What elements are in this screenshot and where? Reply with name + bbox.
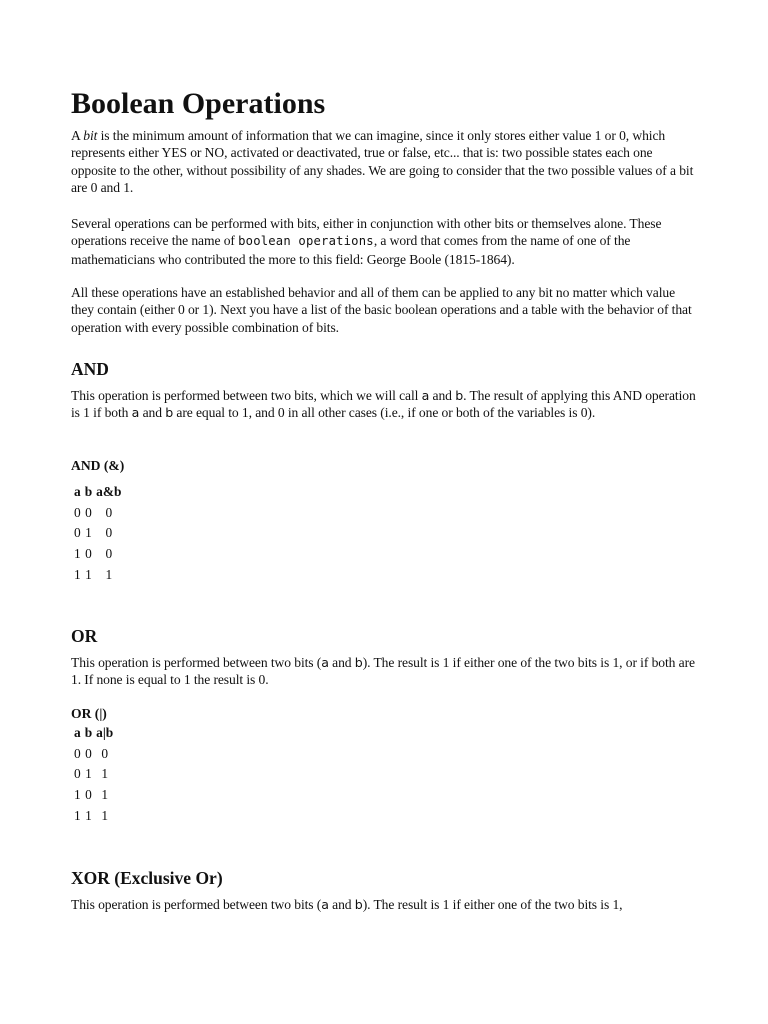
table-cell: 0 [105,546,113,562]
or-heading: OR [71,626,98,646]
table-cell: 1 [85,766,92,782]
table-header-row [71,723,115,744]
and-truth-table [71,482,123,585]
column-header: a [74,484,81,500]
var-a: a [131,405,140,421]
table-row [71,523,123,544]
intro-text: , a word that comes from the name of one of the mathematicians who contributed the more to this field: George Boole (1815-1864). [71,233,631,267]
table-row [71,503,123,524]
table-cell: 1 [101,787,109,803]
desc-text: This operation is performed between two bits ( [71,655,322,670]
page-title: Boolean Operations [71,87,326,120]
desc-text: This operation is performed between two bits, which we will call [71,388,422,403]
var-b: b [354,655,363,670]
and-table-title: AND (&) [71,458,125,473]
table-cell: 1 [85,525,92,541]
intro-paragraph-2 [71,215,701,268]
intro-text: Several operations can be performed with bits, either in conjunction with other bits or themselves alone. These operations receive the name of [71,216,662,249]
table-row [71,564,123,585]
var-a: a [321,655,329,670]
table-cell: 0 [85,787,92,803]
table-cell: 0 [85,504,92,520]
table-cell: 0 [101,745,109,761]
table-cell: 0 [74,525,81,541]
and-description [71,387,701,422]
table-row [71,805,115,826]
table-cell: 1 [85,807,92,823]
var-b: b [354,897,363,912]
intro-paragraph-3: All these operations have an established behavior and all of them can be applied to any bit no matter which value they contain (either 0 or 1). Next you have a list of the basic boolean operations and a table with the behavior of that operation with every possible combination of bits. [71,285,692,335]
table-cell: 0 [74,745,81,761]
var-a: a [421,388,430,403]
intro-text: A [71,128,84,143]
column-header: a [74,725,81,741]
var-a: a [321,897,329,912]
column-header: b [84,725,93,741]
desc-text: This operation is performed between two bits ( [71,897,322,912]
table-cell: 0 [85,745,92,761]
table-header-row [71,482,123,503]
intro-paragraph-1 [71,127,701,196]
table-cell: 0 [74,504,81,520]
intro-text: is the minimum amount of information that we can imagine, since it only stores either value 1 or 0, which represents either YES or NO, activated or deactivated, true or false, etc... that is: two possible states each one opposite to the other, without possibility of any shades. We are going to consider that the two possible values of a bit are 0 and 1. [71,128,694,195]
table-cell: 0 [105,525,113,541]
table-cell: 0 [74,766,81,782]
xor-heading: XOR (Exclusive Or) [71,868,223,888]
desc-text: and [429,388,456,403]
table-cell: 1 [74,787,81,803]
table-cell: 1 [74,566,81,582]
table-cell: 1 [101,766,109,782]
column-header: b [84,484,93,500]
table-cell: 1 [74,807,81,823]
desc-text: are equal to 1, and 0 in all other cases (i.e., if one or both of the variables is 0). [173,405,596,421]
table-cell: 1 [85,566,92,582]
or-description [71,654,701,689]
var-b: b [455,388,464,403]
and-heading: AND [71,359,109,379]
column-header: a|b [96,725,114,741]
table-cell: 0 [85,546,92,562]
boolean-operations-term: boolean operations [238,234,374,249]
bit-term: bit [83,128,98,143]
xor-description [71,896,701,913]
desc-text: . The result of applying this AND operation is 1 if both [71,388,696,421]
table-row [71,544,123,565]
desc-text: ). The result is 1 if either one of the two bits is 1, or if both are 1. If none is equal to 1 the result is 0. [71,655,695,688]
column-header: a&b [96,484,122,500]
table-cell: 1 [101,807,109,823]
desc-text: ). The result is 1 if either one of the two bits is 1, [362,897,623,912]
var-b: b [165,405,174,421]
or-truth-table [71,723,115,826]
desc-text: and [328,655,355,670]
table-row [71,785,115,806]
table-cell: 1 [74,546,81,562]
or-table-title: OR (|) [71,706,107,721]
table-row [71,764,115,785]
desc-text: and [139,405,166,421]
table-cell: 1 [105,566,113,582]
table-row [71,744,115,765]
desc-text: and [328,897,355,912]
table-cell: 0 [105,504,113,520]
